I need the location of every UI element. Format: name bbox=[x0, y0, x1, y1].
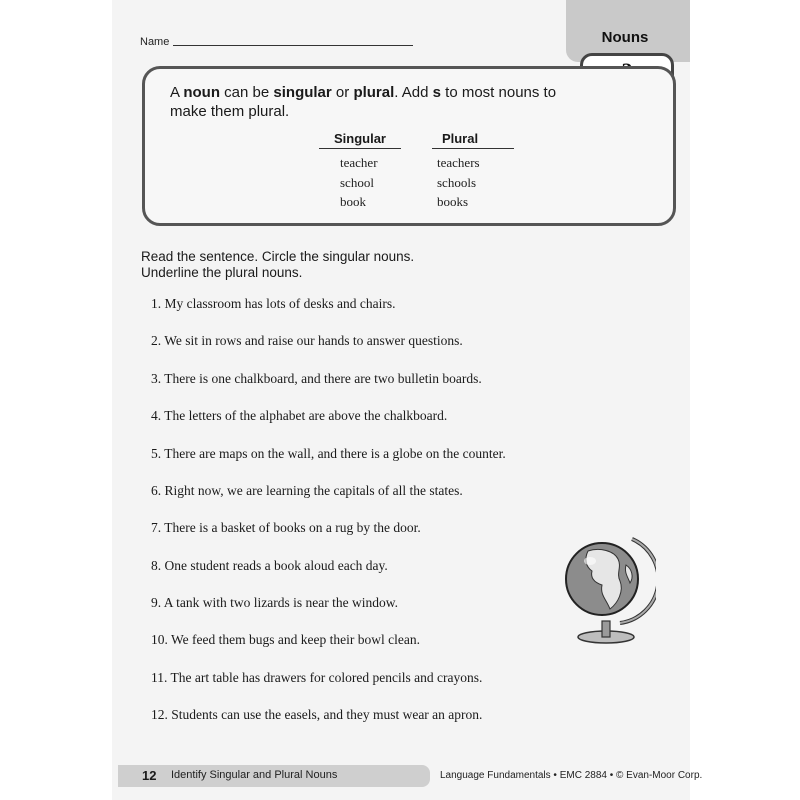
sentence-item: 12. Students can use the easels, and they must wear an apron. bbox=[151, 707, 483, 722]
lesson-title: Identify Singular and Plural Nouns bbox=[171, 769, 338, 781]
sentence-item: 5. There are maps on the wall, and there is a globe on the counter. bbox=[151, 446, 506, 461]
name-label: Name bbox=[140, 36, 170, 48]
plural-word: schools bbox=[437, 175, 476, 190]
singular-header: Singular bbox=[333, 131, 386, 146]
globe-icon bbox=[560, 525, 656, 650]
publisher-info: Language Fundamentals • EMC 2884 • © Evan-Moor Corp. bbox=[440, 770, 703, 781]
singular-word: book bbox=[340, 194, 366, 209]
sentence-item: 7. There is a basket of books on a rug by the door. bbox=[151, 520, 421, 535]
page-number: 12 bbox=[142, 768, 157, 783]
singular-word: teacher bbox=[340, 155, 378, 170]
section-title: Nouns bbox=[601, 29, 649, 46]
directions bbox=[141, 249, 414, 281]
sentence-item: 4. The letters of the alphabet are above the chalkboard. bbox=[151, 408, 448, 423]
name-write-line bbox=[173, 45, 413, 46]
sentence-item: 3. There is one chalkboard, and there are two bulletin boards. bbox=[151, 371, 482, 386]
sentence-item: 1. My classroom has lots of desks and chairs. bbox=[151, 296, 396, 311]
directions-line: Read the sentence. Circle the singular nouns. bbox=[141, 249, 415, 264]
sentence-item: 10. We feed them bugs and keep their bowl clean. bbox=[151, 632, 420, 647]
plural-header-rule bbox=[432, 148, 514, 149]
singular-header-rule bbox=[319, 148, 401, 149]
rule-intro: A noun can be singular or plural. Add s to most nouns to make them plural. bbox=[170, 84, 557, 120]
sentence-item: 11. The art table has drawers for colored pencils and crayons. bbox=[151, 670, 483, 685]
directions-line: Underline the plural nouns. bbox=[141, 265, 303, 280]
plural-word: books bbox=[437, 194, 469, 209]
singular-word: school bbox=[340, 175, 374, 190]
sentence-item: 6. Right now, we are learning the capitals of all the states. bbox=[151, 483, 463, 498]
plural-word: teachers bbox=[437, 155, 480, 170]
sentence-item: 9. A tank with two lizards is near the window. bbox=[151, 595, 398, 610]
sentence-item: 8. One student reads a book aloud each day. bbox=[151, 558, 388, 573]
sentence-item: 2. We sit in rows and raise our hands to answer questions. bbox=[151, 333, 463, 348]
plural-header: Plural bbox=[441, 131, 479, 146]
